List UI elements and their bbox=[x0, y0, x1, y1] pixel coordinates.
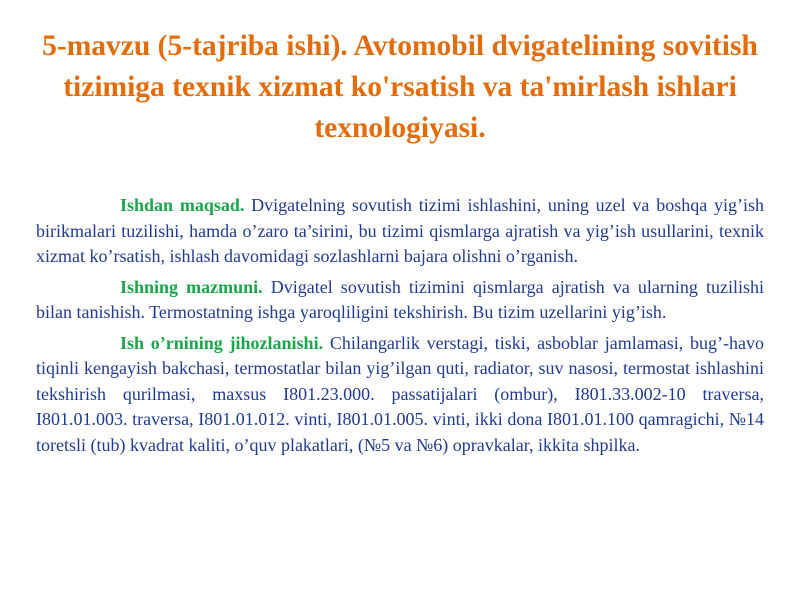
paragraph-lead: Ish o’rnining jihozlanishi. bbox=[120, 332, 324, 353]
paragraph-lead: Ishning mazmuni. bbox=[120, 276, 263, 297]
paragraph-text: Dvigatelning sovutish tizimi ishlashini, uning uzel va boshqa yig’ish birikmalari tuzilishi, hamda o’zaro ta’sirini, bu tizimi qismlarga ajratish va yig’ish usullarini, texnik xizmat ko’rsatish, ishlash davomidagi sozlashlarni bajara olishni o’rganish. bbox=[36, 195, 764, 266]
paragraph-content bbox=[36, 275, 764, 326]
paragraph-text: Dvigatel sovutish tizimini qismlarga ajratish va ularning tuzilishi bilan tanishish. Termostatning ishga yaroqliligini tekshirish. Bu tizim uzellarini yig’ish. bbox=[36, 276, 764, 322]
paragraph-text: Chilangarlik verstagi, tiski, asboblar jamlamasi, bug’-havo tiqinli kengayish bakchasi, termostatlar bilan yig’ilgan quti, radiator, suv nasosi, termostat ishlashini tekshirish qurilmasi, maxsus I801.23.000. passatijalari (ombur), I801.33.002-10 traversa, I801.01.003. traversa, I801.01.012. vinti, I801.01.005. vinti, ikki dona I801.01.100 qamragichi, №14 toretsli (tub) kvadrat kaliti, o’quv plakatlari, (№5 va №6) opravkalar, ikkita shpilka. bbox=[36, 332, 765, 455]
paragraph-lead: Ishdan maqsad. bbox=[120, 195, 245, 215]
paragraph-equipment bbox=[36, 331, 764, 459]
slide-body bbox=[36, 193, 764, 463]
paragraph-purpose bbox=[36, 193, 764, 270]
slide-title: 5-mavzu (5-tajriba ishi). Avtomobil dvigatelining sovitish tizimiga texnik xizmat ko'rsatish va ta'mirlash ishlari texnologiyasi. bbox=[42, 30, 758, 144]
